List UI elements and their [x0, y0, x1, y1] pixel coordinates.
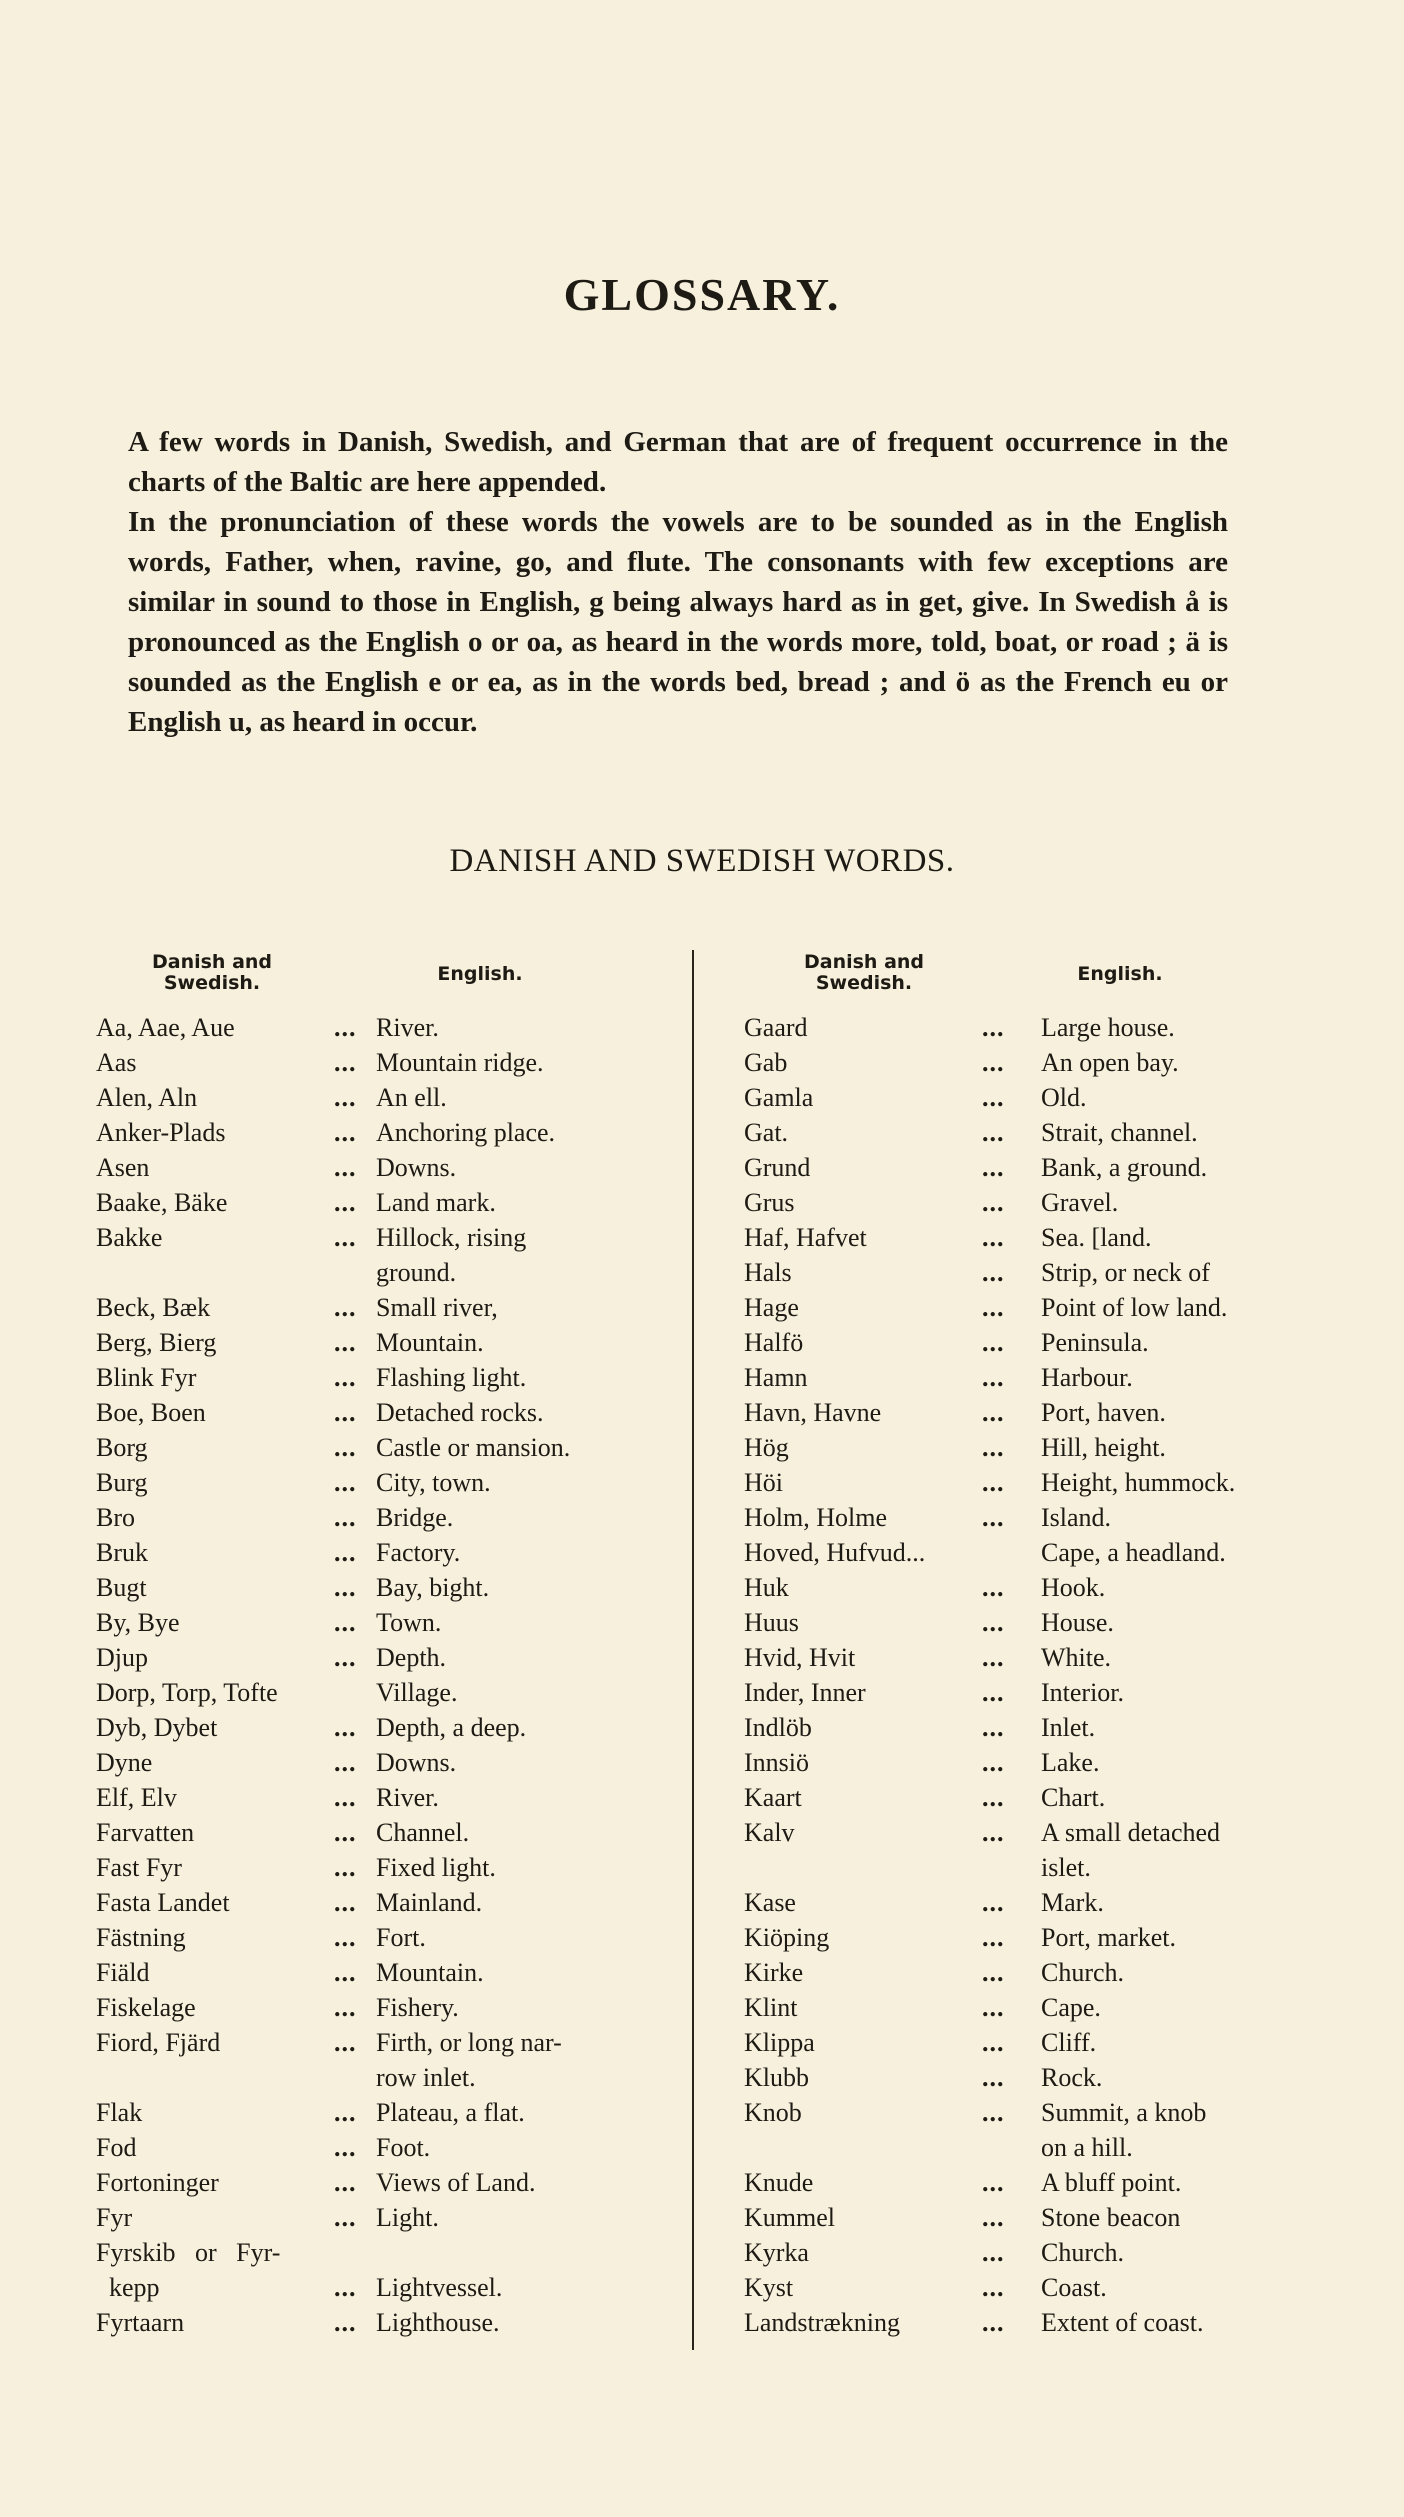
glossary-entry [96, 1115, 686, 1150]
leader-dots: ... [334, 1468, 357, 1497]
glossary-definition: Fixed light. [376, 1853, 496, 1882]
glossary-entry [744, 1150, 1354, 1185]
leader-dots: ... [982, 1783, 1005, 1812]
glossary-definition: Chart. [1041, 1783, 1106, 1812]
leader-dots: ... [334, 2098, 357, 2127]
glossary-entry [96, 1185, 686, 1220]
glossary-entry [744, 1640, 1354, 1675]
glossary-definition: Firth, or long nar- row inlet. [376, 2028, 562, 2092]
glossary-definition: Depth. [376, 1643, 447, 1672]
glossary-term: Holm, Holme [744, 1503, 887, 1532]
glossary-definition: An ell. [376, 1083, 447, 1112]
glossary-definition: Mountain ridge. [376, 1048, 544, 1077]
glossary-term: Fiäld [96, 1958, 150, 1987]
glossary-term: Hvid, Hvit [744, 1643, 856, 1672]
right-term-header: Danish and Swedish. [803, 951, 925, 994]
leader-dots: ... [334, 1503, 357, 1532]
glossary-entry [744, 1360, 1354, 1395]
leader-dots: ... [982, 1118, 1005, 1147]
glossary-term: Grus [744, 1188, 795, 1217]
leader-dots: ... [982, 1013, 1005, 1042]
glossary-entry [744, 2200, 1354, 2235]
glossary-definition: Hillock, rising ground. [376, 1223, 527, 1287]
glossary-term: Farvatten [96, 1818, 195, 1847]
glossary-definition: Cape. [1041, 1993, 1101, 2022]
glossary-term: Höi [744, 1468, 783, 1497]
glossary-term: Gamla [744, 1083, 814, 1112]
glossary-term: Fasta Landet [96, 1888, 230, 1917]
glossary-entry [744, 1255, 1354, 1290]
leader-dots: ... [334, 2308, 357, 2337]
glossary-term: Bro [96, 1503, 135, 1532]
glossary-term: Boe, Boen [96, 1398, 206, 1427]
glossary-entry [96, 1220, 686, 1290]
glossary-entry [96, 1990, 686, 2025]
glossary-entry [96, 1885, 686, 1920]
glossary-entry [96, 1850, 686, 1885]
leader-dots: ... [982, 1398, 1005, 1427]
glossary-entry [744, 1745, 1354, 1780]
glossary-term: Indlöb [744, 1713, 812, 1742]
glossary-entry [744, 1325, 1354, 1360]
glossary-definition: Interior. [1041, 1678, 1125, 1707]
glossary-definition: Church. [1041, 2238, 1125, 2267]
glossary-entry [96, 1150, 686, 1185]
leader-dots: ... [982, 1573, 1005, 1602]
glossary-definition: A bluff point. [1041, 2168, 1182, 2197]
page-title: GLOSSARY. [563, 269, 841, 320]
leader-dots: ... [982, 2273, 1005, 2302]
glossary-term: Baake, Bäke [96, 1188, 228, 1217]
leader-dots: ... [982, 1048, 1005, 1077]
glossary-definition: Channel. [376, 1818, 470, 1847]
glossary-definition: Plateau, a flat. [376, 2098, 525, 2127]
glossary-entry [744, 1920, 1354, 1955]
leader-dots: ... [982, 2308, 1005, 2337]
glossary-definition: Downs. [376, 1153, 457, 1182]
glossary-entry [96, 2095, 686, 2130]
glossary-term: Dyne [96, 1748, 153, 1777]
glossary-term: Alen, Aln [96, 1083, 198, 1112]
glossary-definition: Detached rocks. [376, 1398, 544, 1427]
glossary-term: Huus [744, 1608, 799, 1637]
glossary-entry [96, 1360, 686, 1395]
glossary-term: Klint [744, 1993, 798, 2022]
glossary-term: Innsiö [744, 1748, 809, 1777]
glossary-entry [96, 1745, 686, 1780]
glossary-term: Grund [744, 1153, 811, 1182]
glossary-definition: An open bay. [1041, 1048, 1179, 1077]
glossary-definition: Strait, channel. [1041, 1118, 1198, 1147]
leader-dots: ... [334, 1083, 357, 1112]
leader-dots: ... [982, 2028, 1005, 2057]
glossary-definition: Views of Land. [376, 2168, 536, 2197]
glossary-definition: Hill, height. [1041, 1433, 1166, 1462]
glossary-term: Kiöping [744, 1923, 830, 1952]
glossary-definition: Fishery. [376, 1993, 459, 2022]
glossary-definition: Point of low land. [1041, 1293, 1228, 1322]
glossary-definition: Flashing light. [376, 1363, 527, 1392]
glossary-term: Flak [96, 2098, 143, 2127]
glossary-definition: Cliff. [1041, 2028, 1097, 2057]
glossary-entry [744, 1115, 1354, 1150]
leader-dots: ... [982, 1223, 1005, 1252]
glossary-term: Hage [744, 1293, 799, 1322]
leader-dots: ... [982, 2168, 1005, 2197]
leader-dots: ... [982, 1678, 1005, 1707]
glossary-definition: Bay, bight. [376, 1573, 490, 1602]
leader-dots: ... [334, 1328, 357, 1357]
glossary-definition: Fort. [376, 1923, 426, 1952]
glossary-definition: Mainland. [376, 1888, 483, 1917]
glossary-entry [96, 2200, 686, 2235]
glossary-entry [744, 1395, 1354, 1430]
glossary-definition: Church. [1041, 1958, 1125, 1987]
leader-dots: ... [334, 1713, 357, 1742]
glossary-entry [744, 1955, 1354, 1990]
leader-dots: ... [982, 1328, 1005, 1357]
glossary-definition: Small river, [376, 1293, 498, 1322]
glossary-term: Fortoninger [96, 2168, 219, 2197]
glossary-entry [744, 1430, 1354, 1465]
left-glossary-column [96, 1010, 686, 2340]
glossary-term: kepp [96, 2273, 160, 2302]
glossary-entry [744, 1185, 1354, 1220]
glossary-definition: Port, market. [1041, 1923, 1177, 1952]
glossary-entry [96, 1570, 686, 1605]
glossary-definition: Summit, a knob on a hill. [1041, 2098, 1207, 2162]
glossary-entry [744, 2165, 1354, 2200]
glossary-entry [96, 1080, 686, 1115]
glossary-entry [96, 1640, 686, 1675]
glossary-definition: Mountain. [376, 1958, 484, 1987]
glossary-definition: Village. [376, 1678, 458, 1707]
leader-dots: ... [982, 1958, 1005, 1987]
glossary-entry [96, 1535, 686, 1570]
glossary-definition: Bank, a ground. [1041, 1153, 1208, 1182]
column-divider [692, 950, 694, 2350]
leader-dots: ... [982, 1608, 1005, 1637]
leader-dots: ... [982, 1293, 1005, 1322]
glossary-term: Burg [96, 1468, 148, 1497]
glossary-term: Fyrtaarn [96, 2308, 185, 2337]
leader-dots: ... [334, 2203, 357, 2232]
glossary-term: Blink Fyr [96, 1363, 197, 1392]
glossary-entry [744, 1675, 1354, 1710]
leader-dots: ... [334, 2273, 357, 2302]
glossary-term: Gab [744, 1048, 788, 1077]
leader-dots: ... [334, 1573, 357, 1602]
glossary-term: Kummel [744, 2203, 835, 2232]
glossary-entry [96, 1290, 686, 1325]
glossary-term: Inder, Inner [744, 1678, 866, 1707]
glossary-entry [744, 1990, 1354, 2025]
glossary-definition: Stone beacon [1041, 2203, 1181, 2232]
glossary-entry [744, 1535, 1354, 1570]
leader-dots: ... [334, 1993, 357, 2022]
glossary-term: Fyrskib or Fyr- [96, 2238, 281, 2267]
glossary-entry [96, 1395, 686, 1430]
glossary-term: Fyr [96, 2203, 133, 2232]
leader-dots: ... [334, 1013, 357, 1042]
glossary-term: Hals [744, 1258, 792, 1287]
glossary-definition: Anchoring place. [376, 1118, 556, 1147]
glossary-term: Kyrka [744, 2238, 809, 2267]
glossary-term: Aas [96, 1048, 137, 1077]
glossary-term: Gat. [744, 1118, 789, 1147]
glossary-term: Bakke [96, 1223, 163, 1252]
glossary-entry [744, 1500, 1354, 1535]
leader-dots: ... [334, 1818, 357, 1847]
glossary-entry [744, 1885, 1354, 1920]
glossary-definition: Depth, a deep. [376, 1713, 527, 1742]
glossary-entry [96, 1955, 686, 1990]
leader-dots: ... [982, 2063, 1005, 2092]
leader-dots: ... [982, 1993, 1005, 2022]
leader-dots: ... [334, 1363, 357, 1392]
glossary-entry [744, 2025, 1354, 2060]
glossary-entry [744, 1290, 1354, 1325]
glossary-entry [744, 2060, 1354, 2095]
glossary-entry [744, 2235, 1354, 2270]
glossary-entry [96, 2165, 686, 2200]
leader-dots: ... [982, 1468, 1005, 1497]
glossary-definition: Lake. [1041, 1748, 1100, 1777]
glossary-entry [96, 1920, 686, 1955]
leader-dots: ... [334, 2133, 357, 2162]
glossary-term: Knude [744, 2168, 814, 2197]
glossary-definition: Inlet. [1041, 1713, 1096, 1742]
glossary-term: Kase [744, 1888, 796, 1917]
glossary-definition: Large house. [1041, 1013, 1175, 1042]
glossary-term: Havn, Havne [744, 1398, 882, 1427]
glossary-definition: Lightvessel. [376, 2273, 503, 2302]
glossary-term: Halfö [744, 1328, 804, 1357]
glossary-definition: Factory. [376, 1538, 461, 1567]
glossary-definition: Castle or mansion. [376, 1433, 571, 1462]
glossary-entry [96, 2305, 686, 2340]
glossary-term: Asen [96, 1153, 150, 1182]
glossary-term: Djup [96, 1643, 148, 1672]
glossary-entry [96, 2025, 686, 2095]
glossary-entry [96, 2270, 686, 2305]
glossary-term: Klubb [744, 2063, 809, 2092]
glossary-term: Fast Fyr [96, 1853, 182, 1882]
glossary-term: Bugt [96, 1573, 147, 1602]
glossary-term: Fästning [96, 1923, 186, 1952]
glossary-entry [96, 2235, 686, 2270]
glossary-entry [744, 2305, 1354, 2340]
glossary-entry [96, 1605, 686, 1640]
glossary-term: Aa, Aae, Aue [96, 1013, 235, 1042]
left-term-header: Danish and Swedish. [151, 951, 273, 994]
glossary-entry [744, 1815, 1354, 1885]
glossary-definition: Foot. [376, 2133, 431, 2162]
leader-dots: ... [334, 1923, 357, 1952]
leader-dots: ... [982, 1503, 1005, 1532]
glossary-entry [744, 1045, 1354, 1080]
glossary-definition: A small detached islet. [1041, 1818, 1221, 1882]
glossary-definition: Hook. [1041, 1573, 1106, 1602]
glossary-entry [744, 1080, 1354, 1115]
glossary-definition: Height, hummock. [1041, 1468, 1236, 1497]
glossary-entry [744, 2095, 1354, 2165]
glossary-entry [96, 1325, 686, 1360]
glossary-entry [96, 1675, 686, 1710]
glossary-entry [96, 1010, 686, 1045]
glossary-definition: Lighthouse. [376, 2308, 500, 2337]
glossary-term: Haf, Hafvet [744, 1223, 867, 1252]
glossary-definition: Town. [376, 1608, 442, 1637]
glossary-definition: Extent of coast. [1041, 2308, 1204, 2337]
glossary-term: By, Bye [96, 1608, 180, 1637]
glossary-definition: City, town. [376, 1468, 491, 1497]
intro-paragraph: A few words in Danish, Swedish, and German that are of frequent occurrence in the charts of the Baltic are here appended. [128, 426, 1228, 498]
right-glossary-column [744, 1010, 1354, 2340]
glossary-term: Elf, Elv [96, 1783, 177, 1812]
glossary-definition: Coast. [1041, 2273, 1107, 2302]
leader-dots: ... [982, 1188, 1005, 1217]
glossary-entry [744, 1465, 1354, 1500]
glossary-term: Berg, Bierg [96, 1328, 217, 1357]
glossary-entry [744, 1710, 1354, 1745]
intro-paragraph: In the pronunciation of these words the vowels are to be sounded as in the English words, Father, when, ravine, go, and flute. The consonants with few exceptions are similar in sound to those in English, g being always hard as in get, give. In Swedish å is pronounced as the English o or oa, as heard in the words more, told, boat, or road ; ä is sounded as the English e or ea, as in the words bed, bread ; and ö as the French eu or English u, as heard in occur. [128, 506, 1228, 738]
glossary-entry [744, 1605, 1354, 1640]
leader-dots: ... [334, 1538, 357, 1567]
glossary-term: Fod [96, 2133, 137, 2162]
glossary-definition: House. [1041, 1608, 1114, 1637]
leader-dots: ... [982, 2238, 1005, 2267]
leader-dots: ... [334, 1048, 357, 1077]
glossary-term: Anker-Plads [96, 1118, 226, 1147]
glossary-entry [96, 1465, 686, 1500]
leader-dots: ... [982, 1083, 1005, 1112]
leader-dots: ... [982, 1818, 1005, 1847]
glossary-definition: Sea. [land. [1041, 1223, 1152, 1252]
glossary-definition: Bridge. [376, 1503, 454, 1532]
glossary-entry [96, 1045, 686, 1080]
glossary-term: Huk [744, 1573, 789, 1602]
leader-dots: ... [334, 1643, 357, 1672]
glossary-definition: Port, haven. [1041, 1398, 1166, 1427]
glossary-term: Landstrækning [744, 2308, 900, 2337]
left-english-header: English. [437, 963, 523, 985]
leader-dots: ... [982, 1153, 1005, 1182]
leader-dots: ... [334, 1853, 357, 1882]
leader-dots: ... [982, 1748, 1005, 1777]
glossary-definition: River. [376, 1783, 439, 1812]
glossary-definition: Rock. [1041, 2063, 1103, 2092]
leader-dots: ... [982, 1363, 1005, 1392]
leader-dots: ... [334, 1293, 357, 1322]
glossary-term: Kaart [744, 1783, 802, 1812]
glossary-term: Hoved, Hufvud... [744, 1538, 926, 1567]
glossary-term: Bruk [96, 1538, 148, 1567]
glossary-term: Borg [96, 1433, 148, 1462]
glossary-term: Hamn [744, 1363, 808, 1392]
glossary-definition: Mark. [1041, 1888, 1104, 1917]
leader-dots: ... [334, 1153, 357, 1182]
leader-dots: ... [334, 1118, 357, 1147]
glossary-entry [96, 1780, 686, 1815]
glossary-term: Kalv [744, 1818, 795, 1847]
glossary-term: Beck, Bæk [96, 1293, 211, 1322]
glossary-definition: River. [376, 1013, 439, 1042]
leader-dots: ... [334, 2028, 357, 2057]
glossary-term: Kyst [744, 2273, 794, 2302]
glossary-definition: Light. [376, 2203, 439, 2232]
glossary-term: Dyb, Dybet [96, 1713, 218, 1742]
glossary-entry [96, 2130, 686, 2165]
glossary-entry [744, 1010, 1354, 1045]
leader-dots: ... [982, 1258, 1005, 1287]
glossary-entry [96, 1500, 686, 1535]
leader-dots: ... [982, 1713, 1005, 1742]
leader-dots: ... [334, 1958, 357, 1987]
leader-dots: ... [334, 1748, 357, 1777]
glossary-definition: Old. [1041, 1083, 1087, 1112]
glossary-definition: Island. [1041, 1503, 1112, 1532]
glossary-entry [96, 1815, 686, 1850]
glossary-definition: Land mark. [376, 1188, 496, 1217]
glossary-definition: Strip, or neck of [1041, 1258, 1210, 1287]
glossary-definition: Harbour. [1041, 1363, 1133, 1392]
glossary-definition: Gravel. [1041, 1188, 1119, 1217]
leader-dots: ... [334, 1888, 357, 1917]
glossary-term: Dorp, Torp, Tofte [96, 1678, 278, 1707]
section-title: DANISH AND SWEDISH WORDS. [449, 843, 955, 879]
leader-dots: ... [982, 2203, 1005, 2232]
glossary-entry [96, 1430, 686, 1465]
leader-dots: ... [982, 2098, 1005, 2127]
glossary-entry [744, 2270, 1354, 2305]
leader-dots: ... [334, 1783, 357, 1812]
leader-dots: ... [982, 1433, 1005, 1462]
leader-dots: ... [334, 1398, 357, 1427]
glossary-entry [96, 1710, 686, 1745]
glossary-term: Fiord, Fjärd [96, 2028, 221, 2057]
leader-dots: ... [334, 1608, 357, 1637]
leader-dots: ... [982, 1923, 1005, 1952]
glossary-term: Hög [744, 1433, 789, 1462]
glossary-definition: Cape, a headland. [1041, 1538, 1226, 1567]
glossary-term: Fiskelage [96, 1993, 196, 2022]
leader-dots: ... [334, 1433, 357, 1462]
glossary-term: Gaard [744, 1013, 808, 1042]
leader-dots: ... [982, 1888, 1005, 1917]
glossary-definition: Peninsula. [1041, 1328, 1149, 1357]
intro-text [128, 422, 1228, 742]
glossary-definition: Mountain. [376, 1328, 484, 1357]
leader-dots: ... [334, 1188, 357, 1217]
right-english-header: English. [1077, 963, 1163, 985]
leader-dots: ... [982, 1643, 1005, 1672]
leader-dots: ... [334, 1223, 357, 1252]
glossary-term: Klippa [744, 2028, 815, 2057]
glossary-definition: White. [1041, 1643, 1112, 1672]
glossary-entry [744, 1780, 1354, 1815]
glossary-term: Knob [744, 2098, 802, 2127]
glossary-definition: Downs. [376, 1748, 457, 1777]
glossary-term: Kirke [744, 1958, 804, 1987]
leader-dots: ... [334, 2168, 357, 2197]
glossary-entry [744, 1570, 1354, 1605]
glossary-entry [744, 1220, 1354, 1255]
